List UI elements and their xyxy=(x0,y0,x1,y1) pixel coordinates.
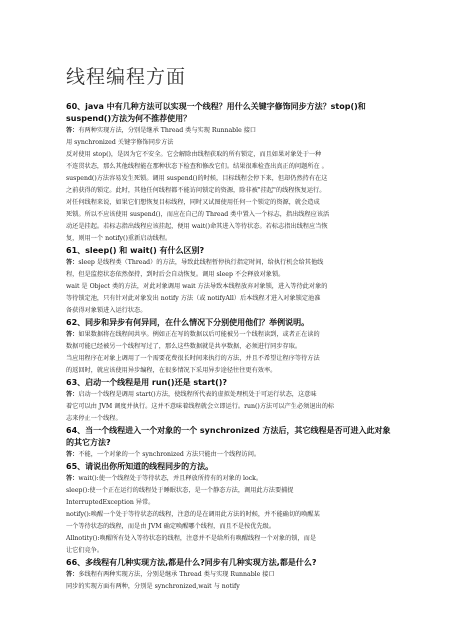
text-line xyxy=(66,485,404,497)
text-line xyxy=(66,353,404,365)
line-text: 对任何线程来说，如果它们想恢复目标线程，同时又试图使用任何一个锁定的资源，就会造成 xyxy=(66,199,320,206)
text-line xyxy=(66,461,404,473)
text-line xyxy=(66,569,404,581)
text-line xyxy=(66,473,404,485)
answer-label: 答： xyxy=(66,391,79,398)
text-line xyxy=(66,281,404,293)
text-line xyxy=(66,317,404,329)
answer-label: 答： xyxy=(66,475,79,482)
answer-paragraph xyxy=(66,125,404,245)
line-text: sleep 是线程类（Thread）的方法，导致此线程暂停执行指定时间，给执行机会给其他线 xyxy=(78,259,324,266)
line-text: wait():使一个线程处于等待状态，并且释放所持有的对象的 lock。 xyxy=(78,475,263,482)
text-line xyxy=(66,521,404,533)
text-line xyxy=(66,533,404,545)
line-text: 65、请说出你所知道的线程同步的方法。 xyxy=(66,462,214,471)
text-line xyxy=(66,173,404,185)
text-line xyxy=(66,437,404,449)
text-line xyxy=(66,221,404,233)
line-text: sleep():使一个正在运行的线程处于睡眠状态，是一个静态方法，调用此方法要捕捉 xyxy=(66,487,294,494)
text-line xyxy=(66,149,404,161)
text-line xyxy=(66,497,404,509)
text-line xyxy=(66,341,404,353)
text-line xyxy=(66,365,404,377)
line-text: 数据可能已经被另一个线程写过了，那么这些数据就是共享数据，必须进行同步存取。 xyxy=(66,343,302,350)
text-line xyxy=(66,101,404,113)
line-text: 64、当一个线程进入一个对象的一个 synchronized 方法后，其它线程是否可进入此对象 xyxy=(66,426,391,435)
line-text: 志来停止一个线程。 xyxy=(66,415,122,422)
line-text: 让它们竞争。 xyxy=(66,547,104,554)
text-line xyxy=(66,401,404,413)
answer-label: 答： xyxy=(66,259,79,266)
text-line xyxy=(66,581,404,593)
line-text: 等待锁定池，只有针对此对象发出 notify 方法（或 notifyAll）后本线程才进入对象锁定池准 xyxy=(66,295,321,302)
text-line xyxy=(66,161,404,173)
answer-label: 答： xyxy=(66,127,79,134)
document-body xyxy=(66,101,404,593)
line-text: 多线程有两种实现方法，分别是继承 Thread 类与实现 Runnable 接口 xyxy=(78,571,275,578)
answer-paragraph xyxy=(66,569,404,593)
line-text: 的返回时，就应该使用异步编程，在很多情况下采用异步途径往往更有效率。 xyxy=(66,367,277,374)
line-text: Allnotity():唤醒所有处入等待状态的线程，注意并不是给所有唤醒线程一个对象的锁，而是 xyxy=(66,535,317,542)
line-text: 不能，一个对象的一个 synchronized 方法只能由一个线程访问。 xyxy=(78,451,261,458)
question-heading xyxy=(66,377,404,389)
text-line xyxy=(66,245,404,257)
text-line xyxy=(66,293,404,305)
line-text: 当应用程序在对象上调用了一个需要花费很长时间来执行的方法，并且不希望让程序等待方法 xyxy=(66,355,320,362)
line-text: 死锁。所以不应该使用 suspend()，而应在自己的 Thread 类中置入一个标志，指出线程应该活 xyxy=(66,211,330,218)
text-line xyxy=(66,233,404,245)
line-text: 用 synchronized 关键字修饰同步方法 xyxy=(66,139,174,146)
line-text: 一个等待状态的线程，而是由 JVM 确定唤醒哪个线程，而且不是按优先级。 xyxy=(66,523,276,530)
line-text: 有两种实现方法，分别是继承 Thread 类与实现 Runnable 接口 xyxy=(78,127,257,134)
line-text: 之前获得的锁定。此时，其他任何线程都不能访问锁定的资源，除非被"挂起"的线程恢复运行。 xyxy=(66,187,326,194)
answer-paragraph xyxy=(66,329,404,377)
answer-label: 答： xyxy=(66,331,79,338)
text-line xyxy=(66,113,404,125)
question-heading xyxy=(66,461,404,473)
line-text: 复，则用一个 notify()重新启动线程。 xyxy=(66,235,172,242)
answer-paragraph xyxy=(66,257,404,317)
question-heading xyxy=(66,317,404,329)
text-line xyxy=(66,329,404,341)
line-text: wait 是 Object 类的方法，对此对象调用 wait 方法导致本线程放弃对象锁，进入等待此对象的 xyxy=(66,283,328,290)
line-text: 61、sleep() 和 wait() 有什么区别? xyxy=(66,246,205,255)
question-heading xyxy=(66,425,404,449)
text-line xyxy=(66,185,404,197)
line-text: 63、启动一个线程是用 run()还是 start()? xyxy=(66,378,228,387)
line-text: suspend()方法为何不推荐使用？ xyxy=(66,114,192,123)
text-line xyxy=(66,389,404,401)
line-text: 66、多线程有几种实现方法,都是什么?同步有几种实现方法,都是什么? xyxy=(66,558,317,567)
line-text: notify():唤醒一个处于等待状态的线程，注意的是在调用此方法的时候，并不能确切的唤醒某 xyxy=(66,511,320,518)
line-text: 着它可以由 JVM 调度并执行。这并不意味着线程就会立即运行。run()方法可以产生必须退出的标 xyxy=(66,403,335,410)
text-line xyxy=(66,425,404,437)
line-text: 60、java 中有几种方法可以实现一个线程？用什么关键字修饰同步方法？stop()和 xyxy=(66,102,366,111)
text-line xyxy=(66,557,404,569)
text-line xyxy=(66,545,404,557)
line-text: 备获得对象锁进入运行状态。 xyxy=(66,307,147,314)
answer-label: 答： xyxy=(66,451,79,458)
answer-label: 答： xyxy=(66,571,79,578)
text-line xyxy=(66,269,404,281)
line-text: 同步的实现方面有两种，分别是 synchronized,wait 与 notify xyxy=(66,583,240,590)
line-text: 的其它方法? xyxy=(66,438,111,447)
text-line xyxy=(66,209,404,221)
answer-paragraph xyxy=(66,389,404,425)
question-heading xyxy=(66,557,404,569)
text-line xyxy=(66,305,404,317)
line-text: suspend()方法容易发生死锁。调用 suspend()的时候，目标线程会停下来，但却仍然持有在这 xyxy=(66,175,328,182)
line-text: 不连贯状态，那么其他线程能在那种状态下检查和修改它们。结果很难检查出真正的问题所在 。 xyxy=(66,163,328,170)
question-heading xyxy=(66,101,404,125)
answer-paragraph xyxy=(66,473,404,557)
text-line xyxy=(66,125,404,137)
line-text: InterruptedException 异常。 xyxy=(66,499,155,506)
text-line xyxy=(66,449,404,461)
text-line xyxy=(66,197,404,209)
line-text: 反对使用 stop()，是因为它不安全。它会解除由线程获取的所有锁定，而且如果对象处于一种 xyxy=(66,151,322,158)
line-text: 动还是挂起。若标志指出线程应该挂起，便用 wait()命其进入等待状态。若标志指出线程应当恢 xyxy=(66,223,328,230)
question-heading xyxy=(66,245,404,257)
line-text: 启动一个线程是调用 start()方法，使线程所代表的虚拟处理机处于可运行状态，这意味 xyxy=(78,391,317,398)
line-text: 程，但是监控状态依然保持，到时后会自动恢复。调用 sleep 不会释放对象锁。 xyxy=(66,271,285,278)
text-line xyxy=(66,257,404,269)
text-line xyxy=(66,413,404,425)
text-line xyxy=(66,137,404,149)
text-line xyxy=(66,509,404,521)
page-title: 线程编程方面 xyxy=(66,66,187,88)
line-text: 如果数据将在线程间共享。例如正在写的数据以后可能被另一个线程读到，或者正在读的 xyxy=(78,331,320,338)
text-line xyxy=(66,377,404,389)
answer-paragraph xyxy=(66,449,404,461)
line-text: 62、同步和异步有何异同，在什么情况下分别使用他们？举例说明。 xyxy=(66,318,310,327)
